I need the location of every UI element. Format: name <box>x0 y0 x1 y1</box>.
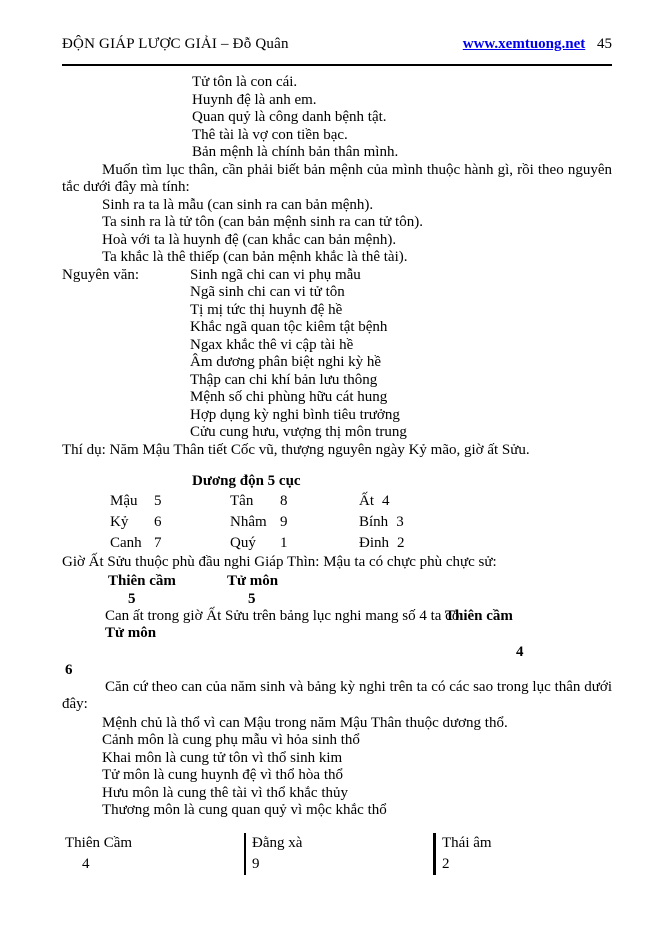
text-line: Hưu môn là cung thê tài vì thổ khắc thủy <box>102 784 348 801</box>
duong-don-row <box>110 533 612 554</box>
gio-at-suu-line: Giờ Ất Sửu thuộc phù đầu nghi Giáp Thìn: Mậu ta có chực phù chực sử: <box>62 554 497 570</box>
so-cell: 9 <box>280 514 288 530</box>
so-cell: 7 <box>154 535 162 551</box>
can-cu-paragraph: Căn cứ theo can của năm sinh và bảng kỳ nghi trên ta có các sao trong lục thân dưới đây: <box>62 678 612 712</box>
text-line: Tử tôn là con cái. <box>192 74 298 90</box>
text-line: Tị mị tức thị huynh đệ hề <box>190 301 343 318</box>
text-line: Cửu cung hưu, vượng thị môn trung <box>190 424 407 440</box>
so-cell: 8 <box>280 493 288 509</box>
rules-list <box>102 197 612 267</box>
sao-name: Thiên cầm <box>108 572 176 589</box>
sao-number: 9 <box>252 856 260 872</box>
text-line: Tử môn là cung huynh đệ vì thổ hòa thổ <box>102 767 344 783</box>
can-cell: Bính <box>359 514 389 530</box>
page-body <box>62 74 612 820</box>
sao-grid-cell <box>62 833 244 875</box>
header-divider <box>62 64 612 66</box>
text-line: Thương môn là cung quan quỷ vì mộc khắc thổ <box>102 802 387 818</box>
mon-number: 5 <box>248 590 256 607</box>
can-at-line <box>105 608 612 626</box>
text-line: Khai môn là cung tử tôn vì thổ sinh kim <box>102 749 343 766</box>
sao-number: 2 <box>442 856 450 872</box>
sao-grid-cell <box>244 833 433 875</box>
nguyen-van-section <box>62 267 612 442</box>
text-line: Ta khắc là thê thiếp (can bản mệnh khắc là thê tài). <box>102 249 408 265</box>
can-cell: Canh <box>110 535 142 551</box>
can-so-cell <box>359 533 612 554</box>
can-cell: Ất <box>359 493 374 509</box>
text-line: Ngã sinh chi can vi tử tôn <box>190 284 345 300</box>
text-line: Hoà với ta là huynh đệ (can khắc can bản mệnh). <box>102 231 397 248</box>
so-left: 6 <box>65 661 73 678</box>
mon-name: Tử môn <box>227 572 279 589</box>
can-at-text: Can ất trong giờ Ất Sửu trên bảng lục nghi mang số 4 ta có: <box>105 607 464 624</box>
intro-paragraph: Muốn tìm lục thân, cần phải biết bản mệnh của mình thuộc hành gì, rồi theo nguyên tắc dưới đây mà tính: <box>62 161 612 195</box>
sao-name: Đằng xà <box>252 835 303 851</box>
text-line: Cảnh môn là cung phụ mẫu vì hỏa sinh thổ <box>102 732 360 748</box>
sao-grid <box>62 833 622 875</box>
so-cell: 6 <box>154 514 162 530</box>
text-line: Quan quỷ là công danh bệnh tật. <box>192 109 387 125</box>
so-cell: 3 <box>396 514 404 530</box>
text-line: Ngax khắc thê vi cập tài hề <box>190 336 354 353</box>
phu-su-numbers <box>128 590 612 608</box>
sao-name: Thái âm <box>442 835 492 851</box>
website-link[interactable]: www.xemtuong.net <box>462 36 586 52</box>
can-cell: Đinh <box>359 535 389 551</box>
sao-name: Thiên cầm <box>445 607 513 624</box>
sao-number: 5 <box>128 590 136 607</box>
luc-than-sao-list <box>102 715 612 820</box>
so-cell: 2 <box>397 535 405 551</box>
page-header <box>62 36 612 53</box>
nguyen-van-label: Nguyên văn: <box>62 266 140 283</box>
text-line: Thập can chi khí bản lưu thông <box>190 371 378 388</box>
can-so-cell <box>359 512 612 533</box>
text-line: Sinh ngã chi can vi phụ mẫu <box>190 266 361 283</box>
text-line: Mệnh số chi phùng hữu cát hung <box>190 389 388 405</box>
sao-name: Thiên Cầm <box>65 835 133 851</box>
sao-grid-cell <box>433 833 582 875</box>
can-cell: Tân <box>230 493 254 509</box>
header-right <box>463 36 612 53</box>
luc-than-definition-list <box>192 74 612 162</box>
text-line: Huynh đệ là anh em. <box>192 91 317 108</box>
so-cell: 5 <box>154 493 162 509</box>
can-cell: Kỷ <box>110 514 129 530</box>
can-cell: Quý <box>230 535 256 551</box>
duong-don-title: Dương độn 5 cục <box>192 473 301 489</box>
phu-su-names <box>108 572 612 590</box>
can-so-cell <box>359 491 612 512</box>
text-line: Âm dương phân biệt nghi kỳ hề <box>190 354 382 370</box>
text-line: Thê tài là vợ con tiền bạc. <box>192 126 348 143</box>
document-title: ĐỘN GIÁP LƯỢC GIẢI – Đỗ Quân <box>62 36 289 52</box>
page-number: 45 <box>597 36 612 52</box>
duong-don-row <box>110 491 612 512</box>
can-cell: Mậu <box>110 493 138 509</box>
sao-number: 4 <box>82 856 90 872</box>
verse-list <box>190 267 612 442</box>
text-line: Mệnh chủ là thổ vì can Mậu trong năm Mậu Thân thuộc dương thổ. <box>102 714 508 731</box>
so-cell: 1 <box>280 535 288 551</box>
mon-name: Tử môn <box>105 625 157 641</box>
text-line: Sinh ra ta là mẫu (can sinh ra can bản mệnh). <box>102 196 374 213</box>
can-cell: Nhâm <box>230 514 267 530</box>
text-line: Bản mệnh là chính bản thân mình. <box>192 144 399 160</box>
so-right: 4 <box>516 643 524 660</box>
text-line: Khắc ngã quan tộc kiêm tật bệnh <box>190 319 388 335</box>
duong-don-row <box>110 512 612 533</box>
thi-du-line: Thí dụ: Năm Mậu Thân tiết Cốc vũ, thượng nguyên ngày Kỷ mão, giờ ất Sửu. <box>62 441 530 458</box>
text-line: Hợp dụng kỳ nghi bình tiêu trưởng <box>190 406 400 423</box>
text-line: Ta sinh ra là tử tôn (can bản mệnh sinh ra can tử tôn). <box>102 214 423 230</box>
so-cell: 4 <box>382 493 390 509</box>
